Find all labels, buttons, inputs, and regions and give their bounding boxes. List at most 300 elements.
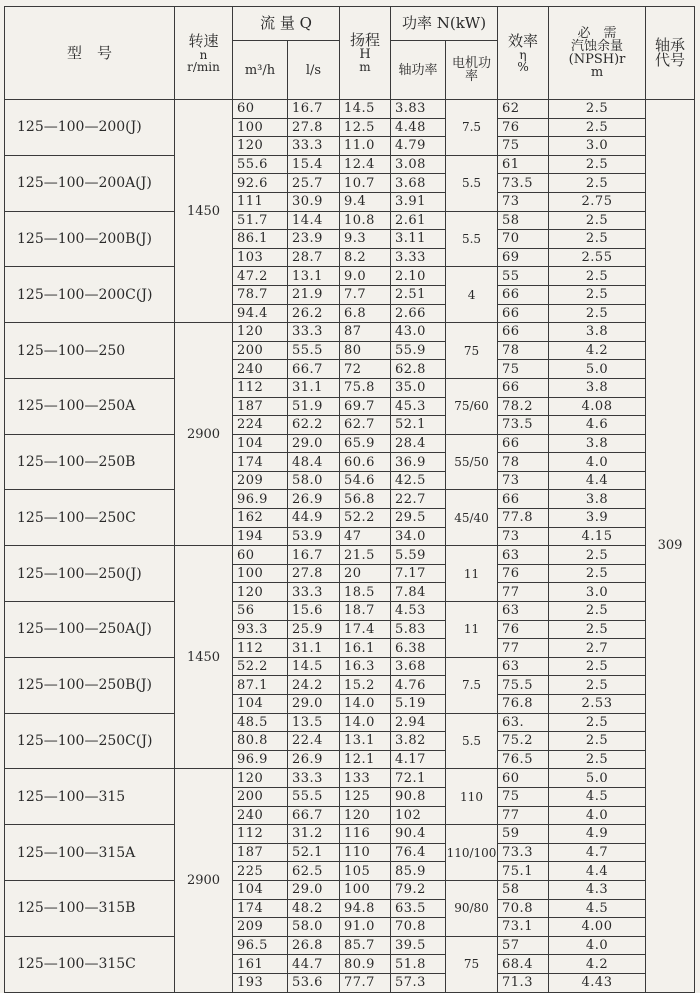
table-row	[5, 713, 695, 732]
flow-ls-cell: 25.9	[288, 620, 340, 639]
head-cell: 14.0	[340, 695, 391, 714]
shaft-power-cell: 51.8	[391, 955, 446, 974]
flow-m3h-cell: 93.3	[233, 620, 288, 639]
head-cell: 110	[340, 843, 391, 862]
flow-ls-cell: 51.9	[288, 397, 340, 416]
efficiency-cell: 68.4	[498, 955, 549, 974]
head-cell: 12.5	[340, 118, 391, 137]
header-power: 功率 N(kW)	[391, 7, 498, 41]
flow-m3h-cell: 240	[233, 806, 288, 825]
npsh-cell: 2.53	[549, 695, 646, 714]
shaft-power-cell: 22.7	[391, 490, 446, 509]
shaft-power-cell: 62.8	[391, 360, 446, 379]
efficiency-cell: 73.3	[498, 843, 549, 862]
efficiency-cell: 73	[498, 192, 549, 211]
shaft-power-cell: 3.68	[391, 657, 446, 676]
head-cell: 20	[340, 564, 391, 583]
shaft-power-cell: 3.82	[391, 732, 446, 751]
npsh-cell: 5.0	[549, 769, 646, 788]
header-head	[340, 7, 391, 100]
table-row	[5, 267, 695, 286]
efficiency-cell: 75	[498, 360, 549, 379]
shaft-power-cell: 90.8	[391, 787, 446, 806]
head-cell: 9.3	[340, 230, 391, 249]
shaft-power-cell: 4.76	[391, 676, 446, 695]
efficiency-cell: 76.8	[498, 695, 549, 714]
model-name: 125—100—250B	[5, 434, 175, 490]
efficiency-cell: 63.	[498, 713, 549, 732]
head-cell: 133	[340, 769, 391, 788]
header-model: 型 号	[5, 7, 175, 100]
flow-m3h-cell: 112	[233, 825, 288, 844]
flow-ls-cell: 24.2	[288, 676, 340, 695]
flow-m3h-cell: 104	[233, 695, 288, 714]
head-cell: 75.8	[340, 378, 391, 397]
shaft-power-cell: 4.48	[391, 118, 446, 137]
head-cell: 69.7	[340, 397, 391, 416]
flow-m3h-cell: 194	[233, 527, 288, 546]
header-speed-unit: r/min	[187, 59, 220, 74]
npsh-cell: 4.9	[549, 825, 646, 844]
head-cell: 47	[340, 527, 391, 546]
head-cell: 12.1	[340, 750, 391, 769]
flow-ls-cell: 58.0	[288, 471, 340, 490]
motor-power-cell: 11	[446, 546, 498, 602]
npsh-cell: 3.0	[549, 137, 646, 156]
efficiency-cell: 73.5	[498, 416, 549, 435]
shaft-power-cell: 7.17	[391, 564, 446, 583]
model-name: 125—100—250(J)	[5, 546, 175, 602]
shaft-power-cell: 2.66	[391, 304, 446, 323]
motor-power-cell: 75/60	[446, 378, 498, 434]
table-row	[5, 378, 695, 397]
shaft-power-cell: 4.17	[391, 750, 446, 769]
flow-ls-cell: 52.1	[288, 843, 340, 862]
header-npsh-line1: 必 需	[577, 26, 617, 41]
flow-ls-cell: 44.7	[288, 955, 340, 974]
shaft-power-cell: 3.08	[391, 155, 446, 174]
motor-power-cell: 5.5	[446, 155, 498, 211]
flow-ls-cell: 22.4	[288, 732, 340, 751]
efficiency-cell: 78.2	[498, 397, 549, 416]
table-row	[5, 211, 695, 230]
shaft-power-cell: 57.3	[391, 973, 446, 992]
model-name: 125—100—315A	[5, 825, 175, 881]
head-cell: 77.7	[340, 973, 391, 992]
flow-ls-cell: 55.5	[288, 341, 340, 360]
flow-m3h-cell: 96.5	[233, 936, 288, 955]
flow-m3h-cell: 96.9	[233, 490, 288, 509]
head-cell: 18.5	[340, 583, 391, 602]
flow-ls-cell: 66.7	[288, 360, 340, 379]
flow-m3h-cell: 224	[233, 416, 288, 435]
flow-m3h-cell: 78.7	[233, 285, 288, 304]
head-cell: 125	[340, 787, 391, 806]
efficiency-cell: 66	[498, 304, 549, 323]
flow-m3h-cell: 60	[233, 100, 288, 119]
flow-ls-cell: 48.2	[288, 899, 340, 918]
shaft-power-cell: 52.1	[391, 416, 446, 435]
efficiency-cell: 77	[498, 806, 549, 825]
efficiency-cell: 77	[498, 583, 549, 602]
shaft-power-cell: 3.68	[391, 174, 446, 193]
npsh-cell: 2.5	[549, 657, 646, 676]
head-cell: 16.1	[340, 639, 391, 658]
head-cell: 80.9	[340, 955, 391, 974]
model-name: 125—100—315B	[5, 880, 175, 936]
head-cell: 8.2	[340, 248, 391, 267]
efficiency-cell: 73	[498, 527, 549, 546]
flow-ls-cell: 28.7	[288, 248, 340, 267]
efficiency-cell: 78	[498, 341, 549, 360]
shaft-power-cell: 3.11	[391, 230, 446, 249]
head-cell: 116	[340, 825, 391, 844]
flow-ls-cell: 33.3	[288, 583, 340, 602]
head-cell: 80	[340, 341, 391, 360]
flow-ls-cell: 26.8	[288, 936, 340, 955]
efficiency-cell: 66	[498, 434, 549, 453]
table-row	[5, 936, 695, 955]
shaft-power-cell: 2.10	[391, 267, 446, 286]
head-cell: 52.2	[340, 509, 391, 528]
efficiency-cell: 63	[498, 546, 549, 565]
flow-ls-cell: 21.9	[288, 285, 340, 304]
flow-m3h-cell: 51.7	[233, 211, 288, 230]
header-head-unit: m	[359, 60, 371, 74]
head-cell: 100	[340, 880, 391, 899]
flow-m3h-cell: 209	[233, 918, 288, 937]
shaft-power-cell: 7.84	[391, 583, 446, 602]
motor-power-cell: 75	[446, 936, 498, 992]
head-cell: 94.8	[340, 899, 391, 918]
motor-power-cell: 5.5	[446, 713, 498, 769]
npsh-cell: 3.8	[549, 323, 646, 342]
npsh-cell: 2.5	[549, 230, 646, 249]
shaft-power-cell: 2.94	[391, 713, 446, 732]
flow-m3h-cell: 120	[233, 769, 288, 788]
npsh-cell: 3.8	[549, 434, 646, 453]
flow-ls-cell: 31.1	[288, 378, 340, 397]
npsh-cell: 2.5	[549, 304, 646, 323]
efficiency-cell: 60	[498, 769, 549, 788]
motor-power-cell: 7.5	[446, 100, 498, 156]
npsh-cell: 4.5	[549, 787, 646, 806]
shaft-power-cell: 42.5	[391, 471, 446, 490]
speed-cell: 1450	[175, 100, 233, 323]
shaft-power-cell: 39.5	[391, 936, 446, 955]
flow-ls-cell: 27.8	[288, 564, 340, 583]
efficiency-cell: 75.5	[498, 676, 549, 695]
flow-ls-cell: 13.5	[288, 713, 340, 732]
flow-ls-cell: 16.7	[288, 100, 340, 119]
shaft-power-cell: 72.1	[391, 769, 446, 788]
header-eff-unit: %	[517, 59, 529, 74]
efficiency-cell: 66	[498, 490, 549, 509]
head-cell: 54.6	[340, 471, 391, 490]
npsh-cell: 2.5	[549, 267, 646, 286]
npsh-cell: 2.5	[549, 620, 646, 639]
shaft-power-cell: 35.0	[391, 378, 446, 397]
efficiency-cell: 61	[498, 155, 549, 174]
npsh-cell: 4.7	[549, 843, 646, 862]
flow-ls-cell: 27.8	[288, 118, 340, 137]
efficiency-cell: 77	[498, 639, 549, 658]
shaft-power-cell: 70.8	[391, 918, 446, 937]
head-cell: 72	[340, 360, 391, 379]
head-cell: 11.0	[340, 137, 391, 156]
npsh-cell: 3.8	[549, 378, 646, 397]
efficiency-cell: 75.1	[498, 862, 549, 881]
head-cell: 12.4	[340, 155, 391, 174]
head-cell: 91.0	[340, 918, 391, 937]
npsh-cell: 4.3	[549, 880, 646, 899]
efficiency-cell: 77.8	[498, 509, 549, 528]
flow-ls-cell: 13.1	[288, 267, 340, 286]
shaft-power-cell: 90.4	[391, 825, 446, 844]
motor-power-cell: 75	[446, 323, 498, 379]
table-row	[5, 155, 695, 174]
header-shaft-power: 轴功率	[391, 41, 446, 100]
flow-m3h-cell: 174	[233, 453, 288, 472]
flow-m3h-cell: 48.5	[233, 713, 288, 732]
flow-ls-cell: 14.5	[288, 657, 340, 676]
speed-cell: 2900	[175, 769, 233, 992]
efficiency-cell: 57	[498, 936, 549, 955]
head-cell: 120	[340, 806, 391, 825]
head-cell: 60.6	[340, 453, 391, 472]
npsh-cell: 2.7	[549, 639, 646, 658]
flow-ls-cell: 33.3	[288, 323, 340, 342]
speed-cell: 1450	[175, 546, 233, 769]
motor-power-cell: 90/80	[446, 880, 498, 936]
npsh-cell: 4.0	[549, 806, 646, 825]
head-cell: 13.1	[340, 732, 391, 751]
efficiency-cell: 76	[498, 564, 549, 583]
flow-m3h-cell: 187	[233, 843, 288, 862]
table-row	[5, 880, 695, 899]
table-row	[5, 657, 695, 676]
head-cell: 7.7	[340, 285, 391, 304]
flow-m3h-cell: 161	[233, 955, 288, 974]
npsh-cell: 3.8	[549, 490, 646, 509]
model-name: 125—100—250B(J)	[5, 657, 175, 713]
flow-ls-cell: 29.0	[288, 695, 340, 714]
table-row	[5, 323, 695, 342]
flow-ls-cell: 44.9	[288, 509, 340, 528]
model-name: 125—100—250A	[5, 378, 175, 434]
shaft-power-cell: 63.5	[391, 899, 446, 918]
header-npsh	[549, 7, 646, 100]
efficiency-cell: 70.8	[498, 899, 549, 918]
flow-m3h-cell: 225	[233, 862, 288, 881]
model-name: 125—100—200A(J)	[5, 155, 175, 211]
flow-m3h-cell: 92.6	[233, 174, 288, 193]
flow-ls-cell: 29.0	[288, 434, 340, 453]
efficiency-cell: 73	[498, 471, 549, 490]
npsh-cell: 4.5	[549, 899, 646, 918]
head-cell: 14.5	[340, 100, 391, 119]
flow-m3h-cell: 104	[233, 434, 288, 453]
head-cell: 16.3	[340, 657, 391, 676]
model-name: 125—100—200B(J)	[5, 211, 175, 267]
motor-power-cell: 110	[446, 769, 498, 825]
flow-m3h-cell: 60	[233, 546, 288, 565]
table-row	[5, 769, 695, 788]
npsh-cell: 2.5	[549, 211, 646, 230]
flow-m3h-cell: 120	[233, 583, 288, 602]
flow-m3h-cell: 96.9	[233, 750, 288, 769]
efficiency-cell: 58	[498, 880, 549, 899]
pump-performance-table	[4, 6, 695, 993]
flow-m3h-cell: 100	[233, 564, 288, 583]
flow-m3h-cell: 94.4	[233, 304, 288, 323]
motor-power-cell: 11	[446, 602, 498, 658]
npsh-cell: 4.0	[549, 453, 646, 472]
efficiency-cell: 71.3	[498, 973, 549, 992]
header-eff-symbol: η	[519, 47, 527, 62]
head-cell: 10.8	[340, 211, 391, 230]
flow-ls-cell: 26.2	[288, 304, 340, 323]
flow-ls-cell: 31.2	[288, 825, 340, 844]
table-row	[5, 100, 695, 119]
flow-m3h-cell: 120	[233, 137, 288, 156]
flow-ls-cell: 15.6	[288, 602, 340, 621]
shaft-power-cell: 3.83	[391, 100, 446, 119]
header-bearing: 轴承代号	[646, 7, 695, 100]
npsh-cell: 2.5	[549, 602, 646, 621]
flow-ls-cell: 29.0	[288, 880, 340, 899]
shaft-power-cell: 3.33	[391, 248, 446, 267]
header-npsh-line2: 汽蚀余量	[571, 39, 624, 54]
flow-m3h-cell: 193	[233, 973, 288, 992]
npsh-cell: 2.5	[549, 118, 646, 137]
npsh-cell: 2.5	[549, 750, 646, 769]
header-npsh-line4: m	[590, 65, 604, 80]
flow-m3h-cell: 112	[233, 378, 288, 397]
efficiency-cell: 55	[498, 267, 549, 286]
model-name: 125—100—250A(J)	[5, 602, 175, 658]
flow-m3h-cell: 174	[233, 899, 288, 918]
npsh-cell: 5.0	[549, 360, 646, 379]
efficiency-cell: 59	[498, 825, 549, 844]
flow-m3h-cell: 100	[233, 118, 288, 137]
model-name: 125—100—315C	[5, 936, 175, 992]
npsh-cell: 4.4	[549, 471, 646, 490]
npsh-cell: 4.4	[549, 862, 646, 881]
table-row	[5, 602, 695, 621]
flow-m3h-cell: 200	[233, 787, 288, 806]
efficiency-cell: 66	[498, 285, 549, 304]
shaft-power-cell: 102	[391, 806, 446, 825]
model-name: 125—100—250	[5, 323, 175, 379]
shaft-power-cell: 55.9	[391, 341, 446, 360]
shaft-power-cell: 6.38	[391, 639, 446, 658]
table-row	[5, 434, 695, 453]
efficiency-cell: 76.5	[498, 750, 549, 769]
table-row	[5, 825, 695, 844]
npsh-cell: 4.2	[549, 341, 646, 360]
efficiency-cell: 58	[498, 211, 549, 230]
efficiency-cell: 66	[498, 378, 549, 397]
head-cell: 56.8	[340, 490, 391, 509]
npsh-cell: 2.5	[549, 285, 646, 304]
flow-m3h-cell: 55.6	[233, 155, 288, 174]
head-cell: 6.8	[340, 304, 391, 323]
header-motor-power: 电机功率	[446, 41, 498, 100]
head-cell: 87	[340, 323, 391, 342]
efficiency-cell: 73.5	[498, 174, 549, 193]
motor-power-cell: 5.5	[446, 211, 498, 267]
flow-ls-cell: 55.5	[288, 787, 340, 806]
flow-m3h-cell: 52.2	[233, 657, 288, 676]
flow-ls-cell: 14.4	[288, 211, 340, 230]
flow-ls-cell: 53.9	[288, 527, 340, 546]
flow-m3h-cell: 200	[233, 341, 288, 360]
model-name: 125—100—200C(J)	[5, 267, 175, 323]
flow-ls-cell: 25.7	[288, 174, 340, 193]
efficiency-cell: 75	[498, 787, 549, 806]
shaft-power-cell: 5.59	[391, 546, 446, 565]
npsh-cell: 2.5	[549, 713, 646, 732]
flow-m3h-cell: 111	[233, 192, 288, 211]
shaft-power-cell: 5.83	[391, 620, 446, 639]
motor-power-cell: 55/50	[446, 434, 498, 490]
flow-m3h-cell: 162	[233, 509, 288, 528]
flow-ls-cell: 30.9	[288, 192, 340, 211]
npsh-cell: 2.5	[549, 174, 646, 193]
head-cell: 9.0	[340, 267, 391, 286]
shaft-power-cell: 4.79	[391, 137, 446, 156]
head-cell: 14.0	[340, 713, 391, 732]
flow-ls-cell: 33.3	[288, 769, 340, 788]
flow-ls-cell: 62.2	[288, 416, 340, 435]
npsh-cell: 2.5	[549, 546, 646, 565]
flow-m3h-cell: 187	[233, 397, 288, 416]
head-cell: 18.7	[340, 602, 391, 621]
header-eff-label: 效率	[508, 31, 539, 50]
flow-m3h-cell: 104	[233, 880, 288, 899]
npsh-cell: 2.5	[549, 676, 646, 695]
motor-power-cell: 110/100	[446, 825, 498, 881]
head-cell: 9.4	[340, 192, 391, 211]
shaft-power-cell: 76.4	[391, 843, 446, 862]
model-name: 125—100—315	[5, 769, 175, 825]
flow-ls-cell: 53.6	[288, 973, 340, 992]
npsh-cell: 2.5	[549, 100, 646, 119]
npsh-cell: 3.9	[549, 509, 646, 528]
npsh-cell: 4.0	[549, 936, 646, 955]
header-head-symbol: H	[359, 47, 371, 62]
header-speed	[175, 7, 233, 100]
flow-ls-cell: 26.9	[288, 750, 340, 769]
npsh-cell: 2.5	[549, 732, 646, 751]
header-flow-ls: l/s	[288, 41, 340, 100]
motor-power-cell: 45/40	[446, 490, 498, 546]
npsh-cell: 2.5	[549, 564, 646, 583]
flow-ls-cell: 16.7	[288, 546, 340, 565]
flow-m3h-cell: 240	[233, 360, 288, 379]
npsh-cell: 4.6	[549, 416, 646, 435]
flow-ls-cell: 66.7	[288, 806, 340, 825]
head-cell: 21.5	[340, 546, 391, 565]
flow-m3h-cell: 103	[233, 248, 288, 267]
npsh-cell: 4.2	[549, 955, 646, 974]
head-cell: 15.2	[340, 676, 391, 695]
header-npsh-line3: (NPSH)r	[568, 52, 626, 67]
shaft-power-cell: 36.9	[391, 453, 446, 472]
model-name: 125—100—250C(J)	[5, 713, 175, 769]
flow-m3h-cell: 87.1	[233, 676, 288, 695]
